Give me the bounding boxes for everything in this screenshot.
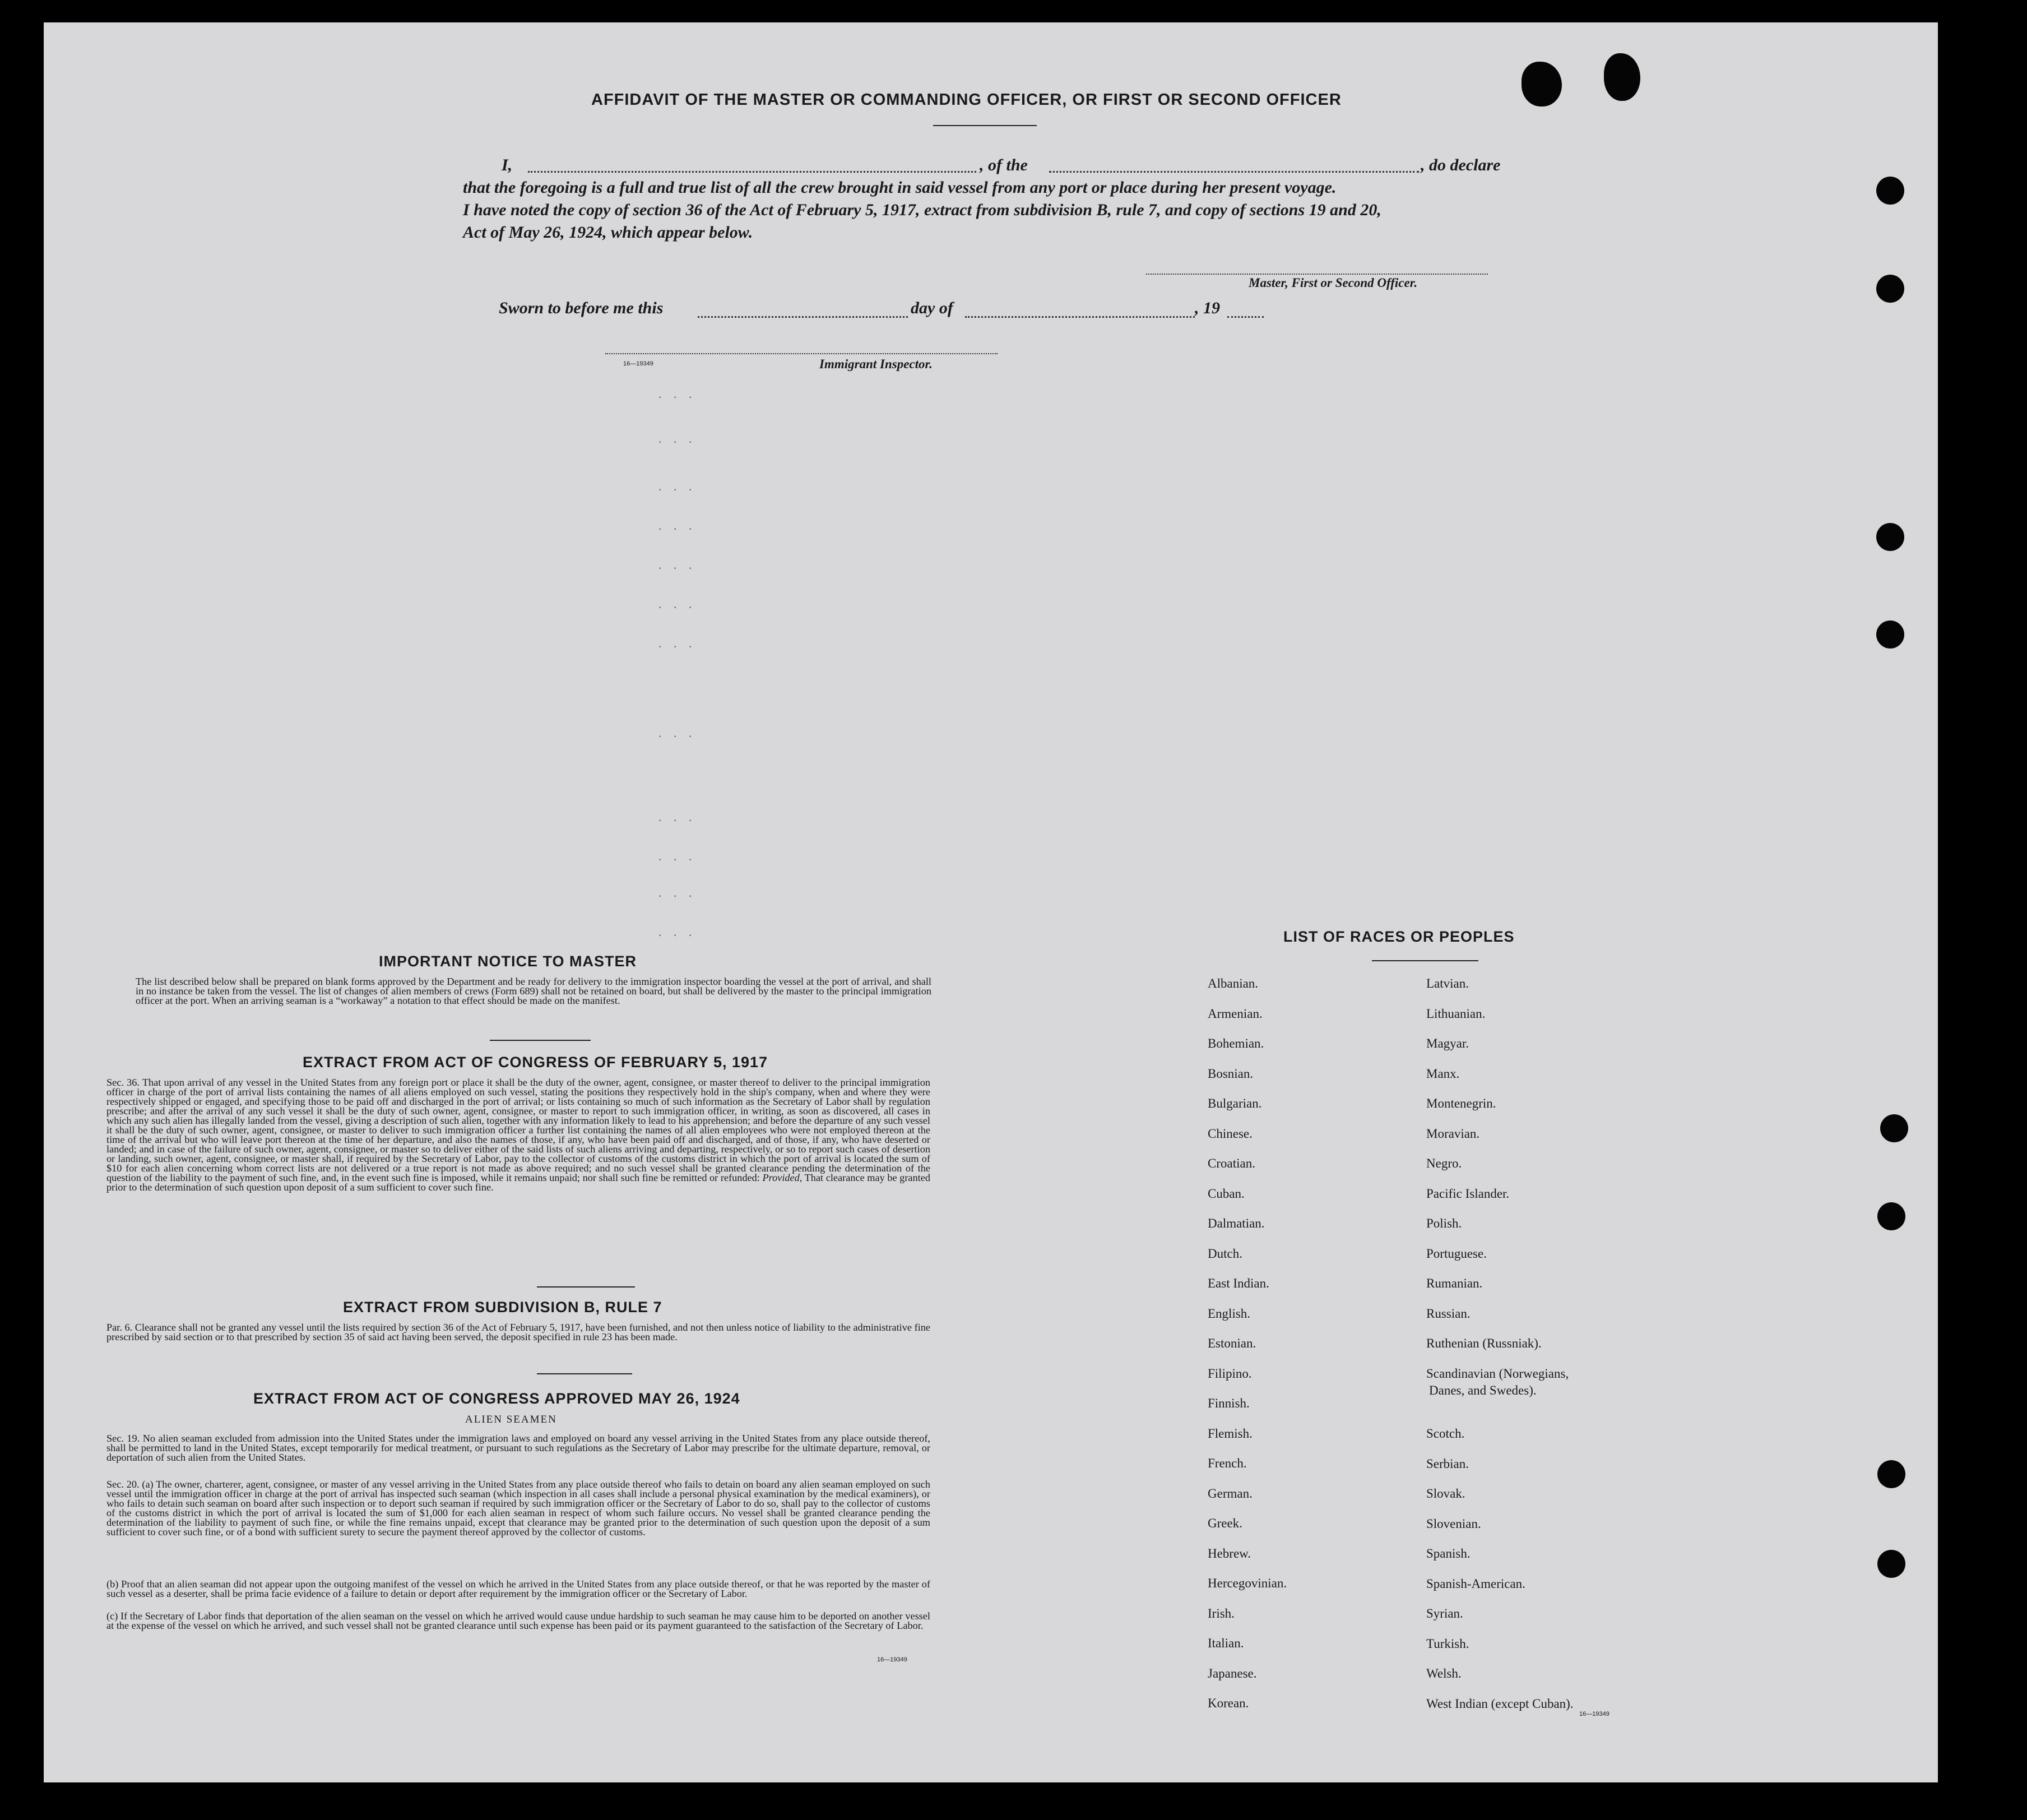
punch-hole bbox=[1877, 1460, 1905, 1488]
ink-blot bbox=[1604, 53, 1640, 101]
bleed-through-marks: . . . bbox=[658, 849, 697, 863]
sworn-day-field[interactable] bbox=[698, 316, 908, 318]
bleed-through-marks: . . . bbox=[658, 432, 697, 446]
bleed-through-marks: . . . bbox=[658, 558, 697, 572]
race-item: Chinese. bbox=[1208, 1126, 1253, 1141]
race-item: Lithuanian. bbox=[1426, 1006, 1486, 1021]
race-item: Magyar. bbox=[1426, 1036, 1469, 1050]
race-item: Turkish. bbox=[1426, 1636, 1469, 1651]
form-number: 16—19349 bbox=[623, 360, 653, 367]
extract-1924-sec20c: (c) If the Secretary of Labor finds that deportation of the alien seaman on the vessel on which he arrived would cause undue hardship to such seaman he may cause him to be deported on another vessel at the expense of the vessel on which he arrived, and such vessel shall not be granted clearance until such expense has been paid or its payment guaranteed to the satisfaction of the Secretary of Labor. bbox=[106, 1610, 930, 1631]
bleed-through-marks: . . . bbox=[658, 726, 697, 740]
race-item: Hebrew. bbox=[1208, 1546, 1251, 1560]
affidavit-of-the-label: , of the bbox=[980, 156, 1028, 174]
affidavit-title: AFFIDAVIT OF THE MASTER OR COMMANDING OFFICER, OR FIRST OR SECOND OFFICER bbox=[591, 91, 1342, 109]
bleed-through-marks: . . . bbox=[658, 636, 697, 650]
inspector-label: Immigrant Inspector. bbox=[819, 357, 933, 371]
race-item: Negro. bbox=[1426, 1156, 1462, 1170]
notice-text: The list described below shall be prepared on blank forms approved by the Department and be ready for delivery to the immigration inspector boarding the vessel at the port of arrival, and shall in no instance be taken from the vessel. The list of changes of alien members of crews (Form 689) shall not be retained on board, but shall be delivered by the master to the principal immigration officer at the port. When an arriving seaman is a “workaway” a notation to that effect should be made on the manifest. bbox=[136, 976, 931, 1006]
extract-1917-title: EXTRACT FROM ACT OF CONGRESS OF FEBRUARY 5, 1917 bbox=[303, 1054, 768, 1071]
race-item: Portuguese. bbox=[1426, 1246, 1487, 1261]
punch-hole bbox=[1877, 1202, 1905, 1230]
race-item: Albanian. bbox=[1208, 976, 1259, 990]
race-item: Ruthenian (Russniak). bbox=[1426, 1336, 1542, 1350]
race-item: English. bbox=[1208, 1306, 1251, 1321]
title-underline bbox=[933, 125, 1037, 126]
extract-rule7-title: EXTRACT FROM SUBDIVISION B, RULE 7 bbox=[343, 1299, 662, 1316]
punch-hole bbox=[1877, 1550, 1905, 1578]
sworn-year-field[interactable] bbox=[1227, 316, 1264, 318]
race-item: Slovak. bbox=[1426, 1486, 1465, 1501]
sworn-label: Sworn to before me this bbox=[499, 299, 664, 317]
affidavit-i-label: I, bbox=[502, 156, 513, 174]
race-item: French. bbox=[1208, 1456, 1247, 1470]
bleed-through-marks: . . . bbox=[658, 810, 697, 824]
race-item: Korean. bbox=[1208, 1696, 1249, 1710]
race-item: Greek. bbox=[1208, 1516, 1242, 1530]
race-item: East Indian. bbox=[1208, 1276, 1269, 1290]
race-item: Rumanian. bbox=[1426, 1276, 1483, 1290]
race-item: Moravian. bbox=[1426, 1126, 1480, 1141]
bleed-through-marks: . . . bbox=[658, 886, 697, 900]
year-label: , 19 bbox=[1195, 299, 1220, 317]
race-item: Serbian. bbox=[1426, 1456, 1469, 1471]
extract-1924-title: EXTRACT FROM ACT OF CONGRESS APPROVED MAY 26, 1924 bbox=[253, 1390, 740, 1407]
officer-name-field[interactable] bbox=[528, 171, 976, 173]
race-item: Japanese. bbox=[1208, 1666, 1257, 1680]
day-of-label: day of bbox=[911, 299, 953, 317]
form-number: 16—19349 bbox=[1579, 1711, 1609, 1717]
race-item: Hercegovinian. bbox=[1208, 1576, 1287, 1590]
master-signature-line[interactable] bbox=[1146, 274, 1488, 275]
race-item: Estonian. bbox=[1208, 1336, 1256, 1350]
race-item: Manx. bbox=[1426, 1066, 1460, 1081]
section-divider bbox=[490, 1040, 591, 1041]
race-item: Flemish. bbox=[1208, 1426, 1253, 1441]
race-item: Montenegrin. bbox=[1426, 1096, 1496, 1110]
race-item: Dutch. bbox=[1208, 1246, 1242, 1261]
races-title-underline bbox=[1372, 960, 1478, 961]
punch-hole bbox=[1876, 177, 1904, 205]
race-item: Scotch. bbox=[1426, 1427, 1465, 1441]
race-item: Dalmatian. bbox=[1208, 1216, 1265, 1230]
master-signature-label: Master, First or Second Officer. bbox=[1249, 276, 1418, 290]
race-item: Finnish. bbox=[1208, 1396, 1250, 1410]
form-number: 16—19349 bbox=[877, 1656, 907, 1663]
extract-1917-text bbox=[106, 1078, 930, 1192]
race-item: Bosnian. bbox=[1208, 1066, 1254, 1081]
race-item: Syrian. bbox=[1426, 1606, 1463, 1620]
extract-1924-subtitle: ALIEN SEAMEN bbox=[465, 1414, 557, 1425]
bleed-through-marks: . . . bbox=[658, 479, 697, 493]
affidavit-line-4: Act of May 26, 1924, which appear below. bbox=[463, 223, 753, 242]
section-divider bbox=[537, 1286, 635, 1288]
punch-hole bbox=[1876, 523, 1904, 551]
race-item: Armenian. bbox=[1208, 1006, 1263, 1021]
race-item: Welsh. bbox=[1426, 1666, 1462, 1680]
race-item: Bulgarian. bbox=[1208, 1096, 1262, 1110]
race-item: Danes, and Swedes). bbox=[1429, 1383, 1537, 1397]
race-item: Cuban. bbox=[1208, 1186, 1245, 1201]
ink-blot bbox=[1522, 62, 1562, 106]
race-item: German. bbox=[1208, 1486, 1253, 1501]
race-item: Filipino. bbox=[1208, 1366, 1252, 1381]
race-item: Latvian. bbox=[1426, 976, 1469, 990]
race-item: Slovenian. bbox=[1426, 1516, 1481, 1531]
race-item: Polish. bbox=[1426, 1216, 1462, 1230]
extract-1917-end: That clearance may be granted prior to the determination of such question upon deposit of a sum sufficient to cover such fine. bbox=[106, 1172, 930, 1193]
race-item: Russian. bbox=[1426, 1306, 1471, 1321]
race-item: Irish. bbox=[1208, 1606, 1235, 1620]
vessel-name-field[interactable] bbox=[1049, 171, 1419, 173]
bleed-through-marks: . . . bbox=[658, 518, 697, 532]
inspector-signature-line[interactable] bbox=[605, 353, 998, 354]
extract-1917-proviso: Provided, bbox=[762, 1172, 803, 1183]
punch-hole bbox=[1880, 1114, 1908, 1142]
race-item: Croatian. bbox=[1208, 1156, 1255, 1170]
affidavit-line-3: I have noted the copy of section 36 of the Act of February 5, 1917, extract from subdivision B, rule 7, and copy of sections 19 and 20, bbox=[463, 201, 1381, 219]
race-item: Pacific Islander. bbox=[1426, 1186, 1510, 1201]
races-title: LIST OF RACES OR PEOPLES bbox=[1283, 928, 1515, 945]
race-item: Spanish. bbox=[1426, 1546, 1471, 1560]
bleed-through-marks: . . . bbox=[658, 925, 697, 939]
section-divider bbox=[537, 1373, 632, 1374]
race-item: West Indian (except Cuban). bbox=[1426, 1696, 1574, 1711]
affidavit-line-2: that the foregoing is a full and true list of all the crew brought in said vessel from any port or place during her present voyage. bbox=[463, 178, 1337, 197]
extract-1924-sec20a: Sec. 20. (a) The owner, charterer, agent, consignee, or master of any vessel arriving in the United States from any place outside thereof who fails to detain on board any alien seaman employed on such vessel until the immigration officer in charge at the port of arrival has inspected such seaman (which inspection in all cases shall include a personal physical examination by the medical examiners), or who fails to detain such seaman on board after such inspection or to deport such seaman if required by such immigration officer or the Secretary of Labor to do so, shall pay to the collector of customs of the customs district in which the port of arrival is located the sum of $1,000 for each alien seaman in respect of whom such failure occurs. No vessel shall be granted clearance pending the determination of the liability to payment of such fine, or while the fine remains unpaid, except that clearance may be granted prior to the determination of such question upon the deposit of a sum sufficient to cover such fine, or of a bond with sufficient surety to secure the payment thereof approved by the collector of customs. bbox=[106, 1479, 930, 1537]
race-item: Bohemian. bbox=[1208, 1036, 1264, 1050]
bleed-through-marks: . . . bbox=[658, 597, 697, 611]
extract-1924-sec19: Sec. 19. No alien seaman excluded from admission into the United States under the immigration laws and employed on board any vessel arriving in the United States from any place outside thereof, shall be permitted to land in the United States, except temporarily for medical treatment, or pursuant to such regulations as the Secretary of Labor may prescribe for the ultimate departure, removal, or deportation of such alien from the United States. bbox=[106, 1433, 930, 1463]
extract-1924-sec20b: (b) Proof that an alien seaman did not appear upon the outgoing manifest of the vessel on which he arrived in the United States from any place outside thereof, or that he was reported by the master of such vessel as a deserter, shall be prima facie evidence of a failure to detain or deport after requirement by the immigration officer or the Secretary of Labor. bbox=[106, 1578, 930, 1599]
punch-hole bbox=[1876, 275, 1904, 303]
race-item: Scandinavian (Norwegians, bbox=[1426, 1366, 1569, 1381]
race-item: Italian. bbox=[1208, 1636, 1244, 1650]
sworn-month-field[interactable] bbox=[965, 316, 1195, 318]
notice-title: IMPORTANT NOTICE TO MASTER bbox=[379, 953, 637, 970]
affidavit-do-declare: , do declare bbox=[1421, 156, 1501, 174]
punch-hole bbox=[1876, 620, 1904, 649]
race-item: Spanish-American. bbox=[1426, 1576, 1525, 1591]
extract-1917-main: Sec. 36. That upon arrival of any vessel in the United States from any foreign port or place it shall be the duty of the owner, agent, consignee, or master thereof to deliver to the principal immigration officer in charge of the port of arrival lists containing the names of all aliens employed on such vessel, stating the positions they respectively hold in the ship's company, when and where they were respectively shipped or engaged, and specifying those to be paid off and discharged in the port of arrival; or lists containing so much of such information as the Secretary of Labor shall by regulation prescribe; and after the arrival of any such vessel it shall be the duty of such owner, agent, consignee, or master to report to such immigration officer, in writing, as soon as discovered, all cases in which any such alien has illegally landed from the vessel, giving a description of such alien, together with any information likely to lead to his apprehension; and before the departure of any such vessel it shall be the duty of such owner, agent, consignee, or master to deliver to such immigration officer a further list containing the names of all alien employees who were not employed thereon at the time of the arrival but who will leave port thereon at the time of her departure, and also the names of those, if any, who have been paid off and discharged, and of those, if any, who have deserted or landed; and in case of the failure of such owner, agent, consignee, or master so to deliver either of the said lists of such aliens arriving and departing, respectively, or so to report such cases of desertion or landing, such owner, agent, consignee, or master shall, if required by the Secretary of Labor, pay to the collector of customs of the customs district in which the port of arrival is located the sum of $10 for each alien concerning whom correct lists are not delivered or a true report is not made as above required; and no such vessel shall be granted clearance pending the determination of the question of the liability to the payment of such fine, and, in the event such fine is imposed, while it remains unpaid; nor shall such fine be remitted or refunded: bbox=[106, 1077, 930, 1183]
bleed-through-marks: . . . bbox=[658, 387, 697, 401]
extract-rule7-text: Par. 6. Clearance shall not be granted any vessel until the lists required by section 36 of the Act of February 5, 1917, have been furnished, and not then unless notice of liability to the administrative fine prescribed by said section or to that prescribed by section 35 of said act having been served, the deposit specified in rule 23 has been made. bbox=[106, 1322, 930, 1342]
